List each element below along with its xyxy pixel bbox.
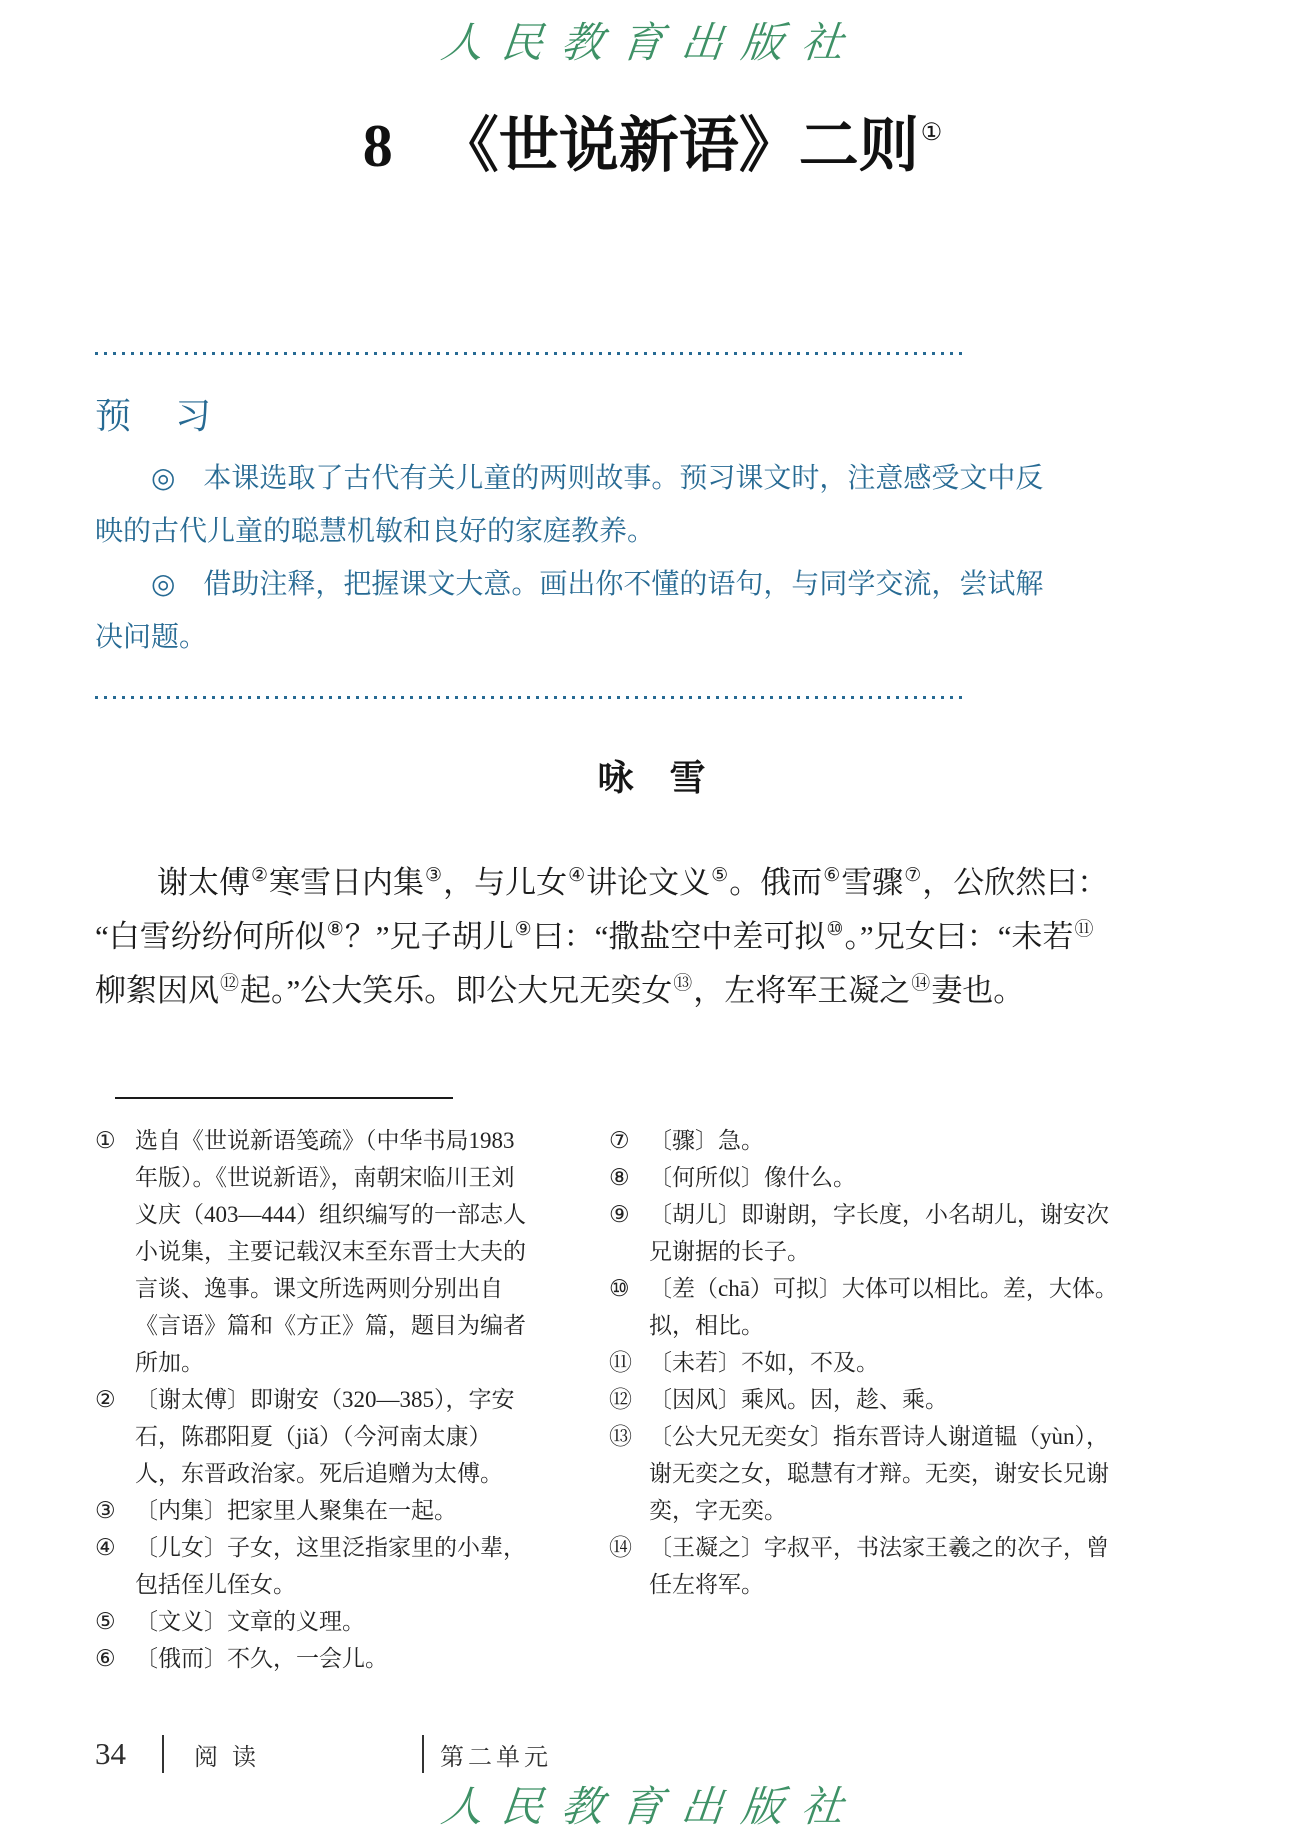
footnote-ref: ⑭: [911, 973, 931, 994]
footnote-text: 〔未若〕不如，不及。: [649, 1350, 879, 1375]
footnote-item: [609, 1122, 1123, 1159]
lesson-title-row: [0, 98, 1303, 184]
footnote-text: 〔内集〕把家里人聚集在一起。: [135, 1498, 457, 1523]
footnotes-right-column: [609, 1122, 1123, 1677]
footnote-marker: ⑫: [609, 1387, 632, 1412]
footnote-item: [609, 1529, 1123, 1603]
footnote-marker: ②: [95, 1387, 116, 1412]
footnote-marker: ①: [95, 1128, 116, 1153]
footnote-item: [95, 1122, 537, 1381]
footnotes: [95, 1122, 1123, 1677]
footnote-text: 〔公大兄无奕女〕指东晋诗人谢道韫（yùn），谢无奕之女，聪慧有才辩。无奕，谢安长兄谢奕，字无奕。: [649, 1424, 1109, 1523]
footnote-text: 〔胡儿〕即谢朗，字长度，小名胡儿，谢安次兄谢据的长子。: [649, 1202, 1109, 1264]
footnote-text: 〔何所似〕像什么。: [649, 1165, 856, 1190]
article-text-line: 柳絮因风⑫起。”公大笑乐。即公大兄无奕女⑬，左将军王凝之⑭妻也。: [95, 973, 1025, 1008]
publisher-logo-top: 人民教育出版社: [438, 21, 864, 67]
footnote-text: 〔谢太傅〕即谢安（320—385），字安石，陈郡阳夏（jiǎ）（今河南太康）人，东晋政治家。死后追赠为太傅。: [135, 1387, 515, 1486]
footnote-text: 〔儿女〕子女，这里泛指家里的小辈，包括侄儿侄女。: [135, 1535, 526, 1597]
footnote-item: [609, 1344, 1123, 1381]
footnote-item: [609, 1418, 1123, 1529]
footnote-item: [609, 1270, 1123, 1344]
footnote-ref: ②: [251, 865, 269, 886]
footnote-item: [95, 1603, 537, 1640]
footnote-item: [95, 1529, 537, 1603]
footnote-ref: ⑥: [823, 865, 841, 886]
footnote-ref: ④: [568, 865, 586, 886]
footnote-item: [95, 1492, 537, 1529]
dotted-rule-top: [95, 352, 963, 355]
footnote-marker: ⑤: [95, 1609, 116, 1634]
footnote-item: [609, 1196, 1123, 1270]
footnote-marker: ⑥: [95, 1646, 116, 1671]
footnote-marker: ⑦: [609, 1128, 630, 1153]
dotted-rule-bottom: [95, 696, 963, 699]
footnote-marker: ③: [95, 1498, 116, 1523]
footnote-ref: ⑦: [904, 865, 922, 886]
footer-divider-2: [422, 1735, 424, 1773]
footnote-ref: ⑫: [220, 973, 240, 994]
preview-bullet: ◎ 借助注释，把握课文大意。画出你不懂的语句，与同学交流，尝试解 决问题。: [95, 569, 1044, 653]
lesson-number: 8: [362, 113, 393, 179]
title-footnote-ref: ①: [920, 120, 943, 146]
footnote-ref: ⑩: [826, 919, 844, 940]
footnote-item: [95, 1640, 537, 1677]
preview-body: [95, 452, 1130, 664]
footnote-marker: ⑧: [609, 1165, 630, 1190]
footnote-marker: ④: [95, 1535, 116, 1560]
footnote-item: [95, 1381, 537, 1492]
preview-heading: 预 习: [95, 396, 216, 436]
footnote-ref: ⑬: [673, 973, 693, 994]
footnote-marker: ⑪: [609, 1350, 632, 1375]
publisher-logo-bottom: 人民教育出版社: [438, 1785, 864, 1831]
footnote-text: 〔俄而〕不久，一会儿。: [135, 1646, 388, 1671]
footnote-ref: ⑪: [1074, 919, 1094, 940]
footnote-ref: ⑧: [326, 919, 344, 940]
footnote-ref: ⑨: [514, 919, 532, 940]
article-body: [95, 858, 1135, 1020]
footer-divider-1: [162, 1735, 164, 1773]
footnotes-left-column: [95, 1122, 537, 1677]
footnote-item: [609, 1159, 1123, 1196]
footnote-text: 〔文义〕文章的义理。: [135, 1609, 365, 1634]
article-text-line: 谢太傅②寒雪日内集③，与儿女④讲论文义⑤。俄而⑥雪骤⑦，公欣然曰：: [157, 865, 1109, 900]
footnote-separator: [115, 1097, 453, 1099]
lesson-title-text: 《世说新语》二则: [438, 113, 919, 179]
footnote-item: [609, 1381, 1123, 1418]
footnote-marker: ⑭: [609, 1535, 632, 1560]
footnote-text: 〔差（chā）可拟〕大体可以相比。差，大体。拟，相比。: [649, 1276, 1118, 1338]
footnote-ref: ⑤: [711, 865, 729, 886]
footer-unit-label: 第二单元: [440, 1744, 552, 1771]
footnote-marker: ⑬: [609, 1424, 632, 1449]
footnote-text: 〔骤〕急。: [649, 1128, 764, 1153]
article-text-line: “白雪纷纷何所似⑧？”兄子胡儿⑨曰：“撒盐空中差可拟⑩。”兄女曰：“未若⑪: [95, 919, 1094, 954]
page-number: 34: [95, 1736, 126, 1771]
article-title: 咏 雪: [597, 758, 706, 798]
footnote-ref: ③: [425, 865, 443, 886]
footnote-text: 〔王凝之〕字叔平，书法家王羲之的次子，曾任左将军。: [649, 1535, 1109, 1597]
footer-section-label: 阅读: [194, 1744, 270, 1771]
preview-bullet: ◎ 本课选取了古代有关儿童的两则故事。预习课文时，注意感受文中反 映的古代儿童的聪慧机敏和良好的家庭教养。: [95, 463, 1044, 547]
footnote-marker: ⑨: [609, 1202, 630, 1227]
footnote-text: 〔因风〕乘风。因，趁、乘。: [649, 1387, 948, 1412]
page-footer: [95, 1733, 552, 1775]
footnote-text: 选自《世说新语笺疏》（中华书局1983年版）。《世说新语》，南朝宋临川王刘义庆（403—444）组织编写的一部志人小说集，主要记载汉末至东晋士大夫的言谈、逸事。课文所选两则分别出自《言语》篇和《方正》篇，题目为编者所加。: [135, 1128, 526, 1375]
footnote-marker: ⑩: [609, 1276, 630, 1301]
